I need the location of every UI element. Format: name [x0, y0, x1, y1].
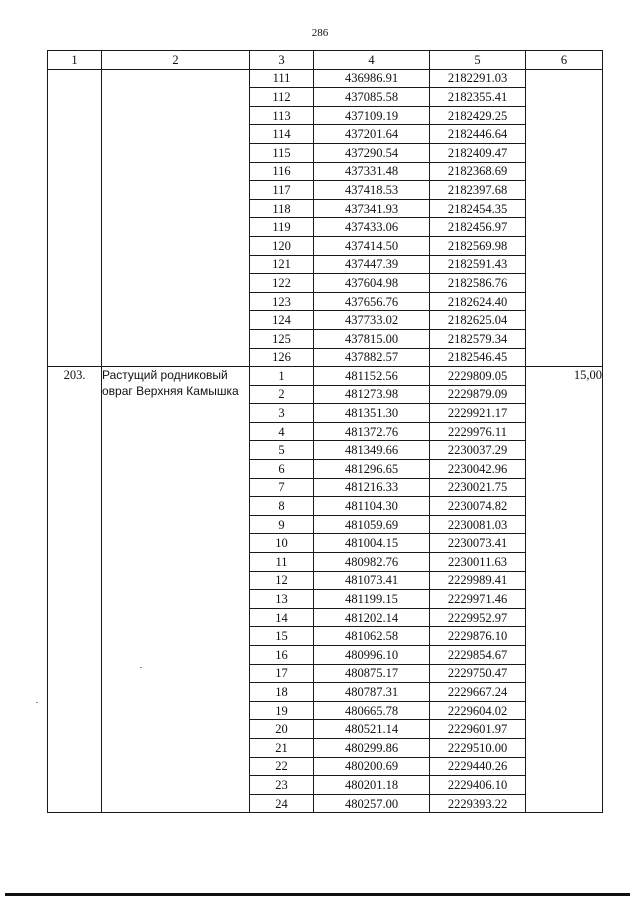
coord-y: 2230042.96: [430, 460, 526, 479]
point-number: 15: [250, 627, 314, 646]
coord-x: 481104.30: [314, 497, 430, 516]
table-row: [48, 69, 603, 88]
coord-y: 2229989.41: [430, 571, 526, 590]
coord-x: 437201.64: [314, 125, 430, 144]
coord-x: 437290.54: [314, 143, 430, 162]
coord-x: 480299.86: [314, 738, 430, 757]
coord-y: 2230081.03: [430, 515, 526, 534]
scan-speck: [140, 667, 142, 668]
coord-x: 481152.56: [314, 367, 430, 386]
header-col-1: 1: [48, 51, 102, 70]
coord-x: 481004.15: [314, 534, 430, 553]
coord-x: 437882.57: [314, 348, 430, 367]
coord-y: 2230037.29: [430, 441, 526, 460]
page-number: 286: [311, 27, 329, 39]
point-number: 126: [250, 348, 314, 367]
coord-x: 480665.78: [314, 701, 430, 720]
point-number: 9: [250, 515, 314, 534]
coord-x: 481372.76: [314, 422, 430, 441]
point-number: 3: [250, 404, 314, 423]
point-number: 1: [250, 367, 314, 386]
coordinates-table: [47, 50, 603, 813]
coord-x: 437604.98: [314, 274, 430, 293]
coord-x: 481062.58: [314, 627, 430, 646]
coord-x: 481273.98: [314, 385, 430, 404]
coord-x: 480875.17: [314, 664, 430, 683]
coord-x: 437085.58: [314, 88, 430, 107]
coord-y: 2182355.41: [430, 88, 526, 107]
footer-rule: [5, 893, 630, 896]
point-number: 121: [250, 255, 314, 274]
point-number: 124: [250, 311, 314, 330]
point-number: 20: [250, 720, 314, 739]
coord-x: 437656.76: [314, 292, 430, 311]
coord-y: 2182586.76: [430, 274, 526, 293]
coord-x: 481199.15: [314, 590, 430, 609]
point-number: 119: [250, 218, 314, 237]
object-name: [102, 69, 250, 367]
coord-y: 2182569.98: [430, 236, 526, 255]
point-number: 18: [250, 683, 314, 702]
point-number: 123: [250, 292, 314, 311]
coord-y: 2182409.47: [430, 143, 526, 162]
object-name: Растущий родниковый овраг Верхняя Камышка: [102, 367, 250, 813]
point-number: 21: [250, 738, 314, 757]
coord-x: 480201.18: [314, 776, 430, 795]
coord-x: 437433.06: [314, 218, 430, 237]
area-value: [526, 69, 603, 367]
coord-y: 2182446.64: [430, 125, 526, 144]
coord-x: 437341.93: [314, 199, 430, 218]
table-row: [48, 367, 603, 386]
coord-y: 2230011.63: [430, 553, 526, 572]
coord-y: 2229809.05: [430, 367, 526, 386]
coord-y: 2230073.41: [430, 534, 526, 553]
header-col-3: 3: [250, 51, 314, 70]
coord-y: 2229876.10: [430, 627, 526, 646]
coord-y: 2182456.97: [430, 218, 526, 237]
coord-y: 2229952.97: [430, 608, 526, 627]
header-col-6: 6: [526, 51, 603, 70]
point-number: 117: [250, 181, 314, 200]
scan-speck: [36, 702, 38, 703]
header-col-4: 4: [314, 51, 430, 70]
coord-y: 2229393.22: [430, 794, 526, 813]
point-number: 13: [250, 590, 314, 609]
coord-y: 2229604.02: [430, 701, 526, 720]
coord-x: 481351.30: [314, 404, 430, 423]
area-value: 15,00: [526, 367, 603, 813]
coord-x: 437414.50: [314, 236, 430, 255]
coord-x: 481349.66: [314, 441, 430, 460]
point-number: 23: [250, 776, 314, 795]
coord-y: 2182397.68: [430, 181, 526, 200]
point-number: 17: [250, 664, 314, 683]
coord-y: 2229510.00: [430, 738, 526, 757]
point-number: 4: [250, 422, 314, 441]
coord-x: 480257.00: [314, 794, 430, 813]
coord-y: 2182625.04: [430, 311, 526, 330]
coord-y: 2229971.46: [430, 590, 526, 609]
coord-x: 437447.39: [314, 255, 430, 274]
point-number: 5: [250, 441, 314, 460]
point-number: 111: [250, 69, 314, 88]
coord-x: 437331.48: [314, 162, 430, 181]
coord-x: 480521.14: [314, 720, 430, 739]
point-number: 14: [250, 608, 314, 627]
group-number: 203.: [48, 367, 102, 813]
coord-x: 481073.41: [314, 571, 430, 590]
coord-x: 481202.14: [314, 608, 430, 627]
point-number: 115: [250, 143, 314, 162]
point-number: 19: [250, 701, 314, 720]
coord-y: 2229854.67: [430, 646, 526, 665]
table-body: [48, 69, 603, 813]
coord-x: 437109.19: [314, 106, 430, 125]
point-number: 114: [250, 125, 314, 144]
coord-x: 437733.02: [314, 311, 430, 330]
coord-y: 2229879.09: [430, 385, 526, 404]
coord-y: 2182291.03: [430, 69, 526, 88]
point-number: 16: [250, 646, 314, 665]
coord-y: 2182454.35: [430, 199, 526, 218]
coord-y: 2229440.26: [430, 757, 526, 776]
point-number: 7: [250, 478, 314, 497]
point-number: 6: [250, 460, 314, 479]
point-number: 10: [250, 534, 314, 553]
point-number: 120: [250, 236, 314, 255]
coord-y: 2182546.45: [430, 348, 526, 367]
coord-y: 2229750.47: [430, 664, 526, 683]
coord-y: 2230021.75: [430, 478, 526, 497]
coord-y: 2229667.24: [430, 683, 526, 702]
coord-y: 2229976.11: [430, 422, 526, 441]
point-number: 116: [250, 162, 314, 181]
point-number: 112: [250, 88, 314, 107]
header-col-5: 5: [430, 51, 526, 70]
coord-y: 2182368.69: [430, 162, 526, 181]
coord-x: 437418.53: [314, 181, 430, 200]
point-number: 8: [250, 497, 314, 516]
coord-y: 2182624.40: [430, 292, 526, 311]
coord-y: 2229406.10: [430, 776, 526, 795]
coord-x: 481059.69: [314, 515, 430, 534]
point-number: 125: [250, 329, 314, 348]
coord-y: 2229601.97: [430, 720, 526, 739]
coord-x: 481216.33: [314, 478, 430, 497]
coord-y: 2229921.17: [430, 404, 526, 423]
point-number: 113: [250, 106, 314, 125]
coord-y: 2182591.43: [430, 255, 526, 274]
coord-x: 480787.31: [314, 683, 430, 702]
coord-y: 2230074.82: [430, 497, 526, 516]
point-number: 122: [250, 274, 314, 293]
coord-x: 481296.65: [314, 460, 430, 479]
point-number: 24: [250, 794, 314, 813]
coord-x: 480200.69: [314, 757, 430, 776]
coord-x: 437815.00: [314, 329, 430, 348]
point-number: 2: [250, 385, 314, 404]
header-col-2: 2: [102, 51, 250, 70]
coord-y: 2182579.34: [430, 329, 526, 348]
header-row: [48, 51, 603, 70]
coord-y: 2182429.25: [430, 106, 526, 125]
group-number: [48, 69, 102, 367]
coord-x: 480982.76: [314, 553, 430, 572]
point-number: 12: [250, 571, 314, 590]
coord-x: 436986.91: [314, 69, 430, 88]
coord-x: 480996.10: [314, 646, 430, 665]
point-number: 118: [250, 199, 314, 218]
point-number: 11: [250, 553, 314, 572]
point-number: 22: [250, 757, 314, 776]
